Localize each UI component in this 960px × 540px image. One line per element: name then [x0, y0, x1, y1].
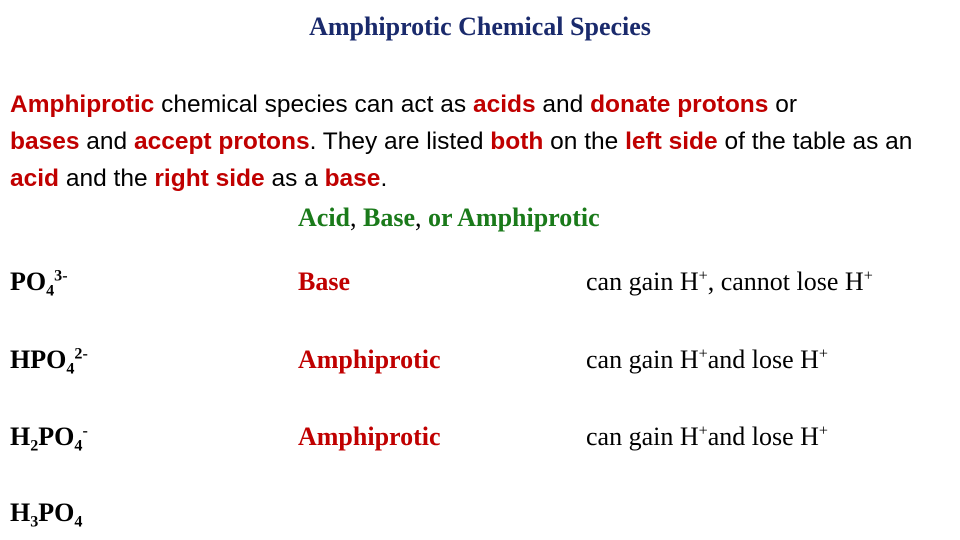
formula-subscript: 4	[66, 360, 75, 378]
formula-subscript: 4	[74, 513, 83, 531]
term-bases: bases	[10, 128, 80, 155]
formula-text: PO	[10, 267, 47, 296]
proton-note	[586, 265, 873, 299]
formula-subscript: 4	[46, 282, 55, 300]
note-superscript: +	[818, 422, 829, 440]
proton-note	[586, 420, 828, 454]
formula-charge: 3-	[54, 267, 68, 285]
formula-text: H	[10, 498, 31, 527]
term-left-side: left side	[625, 128, 718, 155]
intro-paragraph	[10, 86, 950, 197]
term-acids: acids	[472, 91, 536, 118]
table-row	[0, 343, 960, 383]
table-row	[0, 265, 960, 305]
formula-subscript: 2	[30, 437, 39, 455]
intro-text: or	[768, 91, 797, 118]
intro-text: of the table as an	[717, 128, 913, 155]
classification: Amphiprotic	[298, 422, 441, 451]
classification: Base	[298, 267, 350, 296]
heading-acid: Acid	[298, 203, 350, 232]
intro-text: as a	[264, 165, 325, 192]
proton-note	[586, 343, 828, 377]
formula-subscript: 3	[30, 513, 39, 531]
note-text: , cannot lose H	[707, 267, 864, 296]
table-row	[0, 496, 960, 536]
heading-sep: ,	[415, 203, 428, 232]
term-acid: acid	[10, 165, 60, 192]
slide-title: Amphiprotic Chemical Species	[309, 12, 651, 41]
classification: Amphiprotic	[298, 345, 441, 374]
intro-text: and	[79, 128, 134, 155]
formula-charge: 2-	[74, 345, 88, 363]
formula	[10, 343, 88, 377]
intro-text: on the	[543, 128, 626, 155]
term-accept-protons: accept protons	[133, 128, 310, 155]
heading-amphiprotic: Amphiprotic	[452, 203, 600, 232]
formula	[10, 420, 88, 454]
column-heading	[298, 201, 600, 235]
note-superscript: +	[863, 267, 873, 285]
intro-text: chemical species can act as	[154, 91, 473, 118]
intro-text: .	[380, 165, 388, 192]
formula-subscript: 4	[74, 437, 83, 455]
formula-text: PO	[38, 498, 75, 527]
formula	[10, 496, 82, 530]
formula-text: PO	[38, 422, 75, 451]
formula-text: HPO	[10, 345, 67, 374]
note-text: can gain H	[586, 422, 699, 451]
table-row	[0, 420, 960, 460]
note-text: can gain H	[586, 345, 699, 374]
intro-text: . They are listed	[309, 128, 491, 155]
intro-text: and	[535, 91, 591, 118]
formula-text: H	[10, 422, 31, 451]
heading-base: Base	[363, 203, 415, 232]
term-amphiprotic: Amphiprotic	[10, 91, 155, 118]
intro-text: and the	[59, 165, 155, 192]
note-superscript: +	[698, 345, 708, 363]
heading-or: or	[428, 203, 453, 232]
term-right-side: right side	[154, 165, 265, 192]
formula	[10, 265, 68, 299]
note-text: and lose H	[707, 422, 819, 451]
note-text: and lose H	[707, 345, 819, 374]
note-superscript: +	[698, 422, 708, 440]
note-superscript: +	[818, 345, 829, 363]
term-base: base	[324, 165, 381, 192]
heading-sep: ,	[350, 203, 363, 232]
note-superscript: +	[698, 267, 708, 285]
term-donate-protons: donate protons	[590, 91, 769, 118]
term-both: both	[490, 128, 544, 155]
note-text: can gain H	[586, 267, 699, 296]
formula-charge: -	[82, 422, 88, 440]
